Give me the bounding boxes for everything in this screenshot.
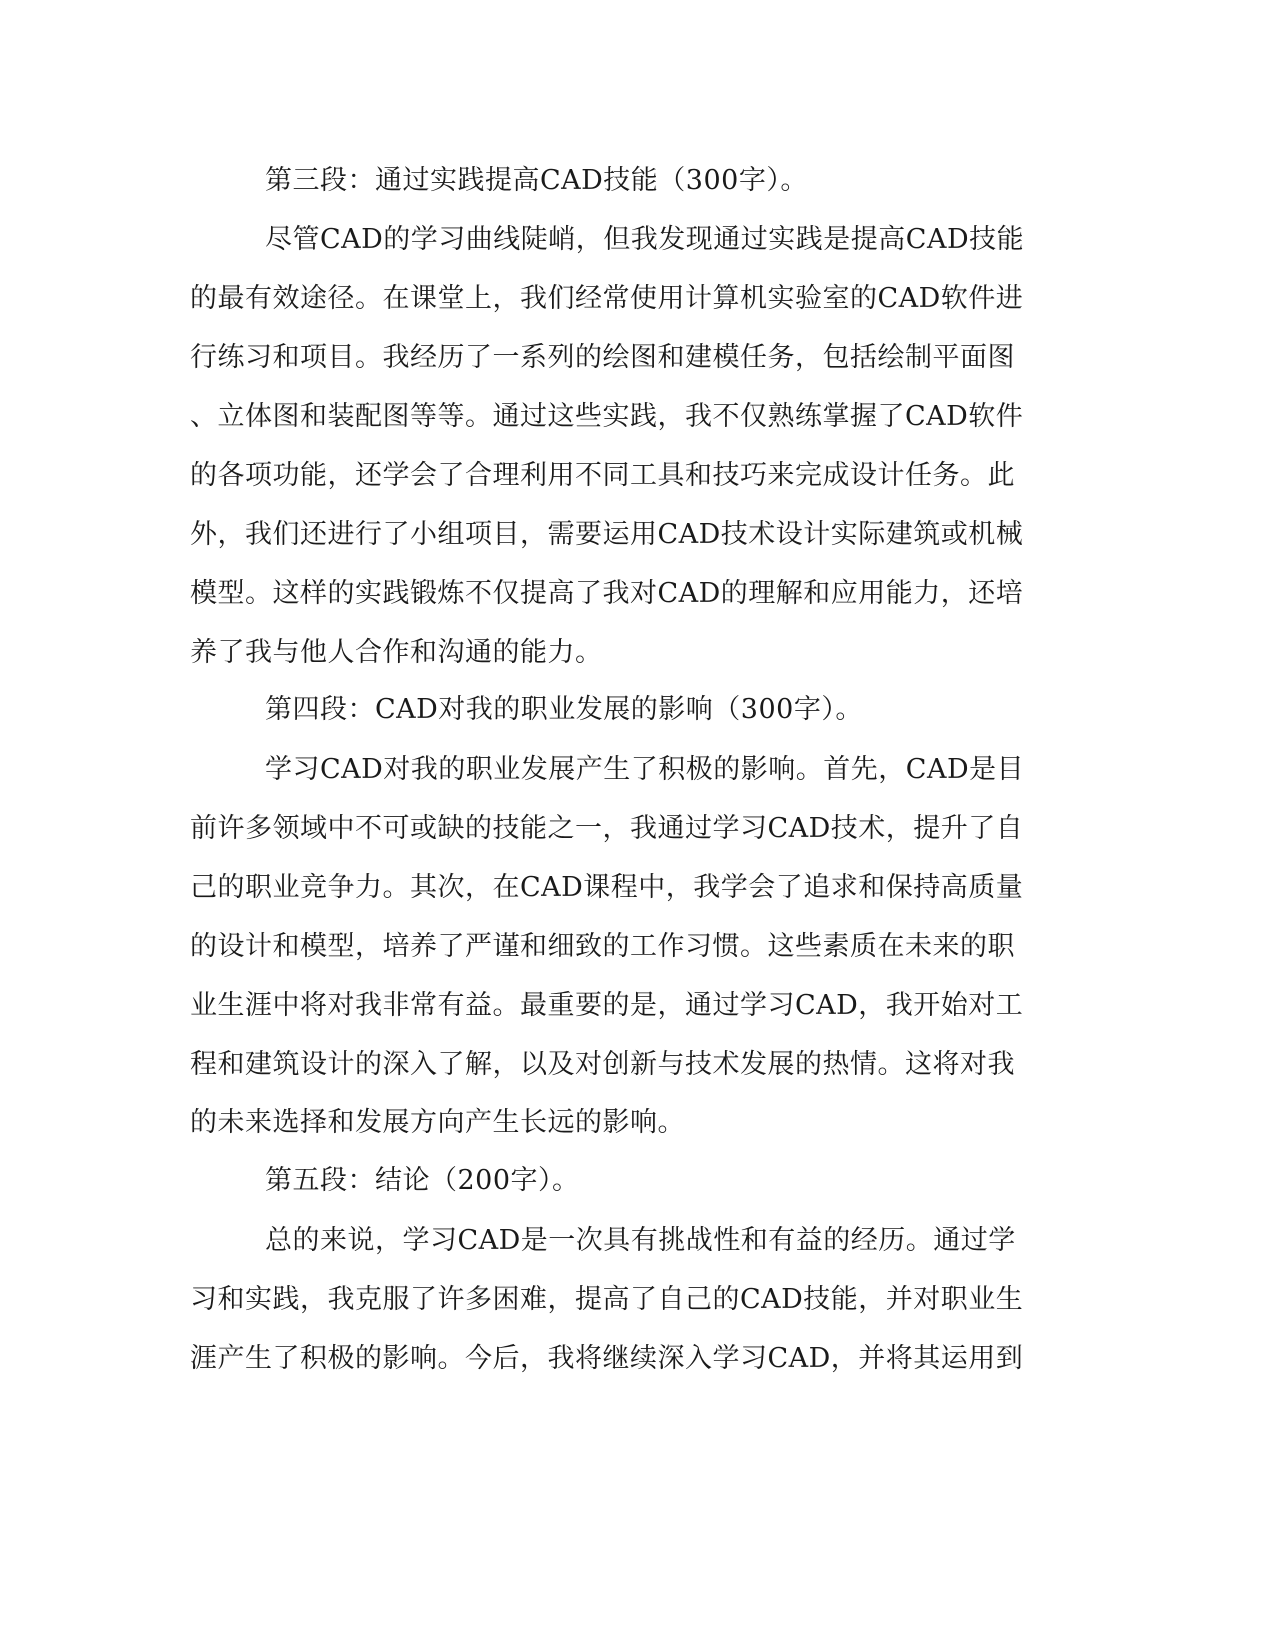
paragraph-line: 程和建筑设计的深入了解，以及对创新与技术发展的热情。这将对我 xyxy=(190,1049,1015,1080)
paragraph-line: 养了我与他人合作和沟通的能力。 xyxy=(190,637,603,668)
paragraph-line: 涯产生了积极的影响。今后，我将继续深入学习CAD，并将其运用到 xyxy=(190,1343,1024,1374)
paragraph-line: 总的来说，学习CAD是一次具有挑战性和有益的经历。通过学 xyxy=(265,1225,1016,1256)
section-heading-3: 第三段：通过实践提高CAD技能（300字）。 xyxy=(265,165,808,196)
paragraph-line: 习和实践，我克服了许多困难，提高了自己的CAD技能，并对职业生 xyxy=(190,1284,1024,1315)
paragraph-line: 的设计和模型，培养了严谨和细致的工作习惯。这些素质在未来的职 xyxy=(190,931,1015,962)
paragraph-line: 、立体图和装配图等等。通过这些实践，我不仅熟练掌握了CAD软件 xyxy=(190,401,1024,432)
paragraph-line: 外，我们还进行了小组项目，需要运用CAD技术设计实际建筑或机械 xyxy=(190,519,1024,550)
paragraph-line: 的最有效途径。在课堂上，我们经常使用计算机实验室的CAD软件进 xyxy=(190,283,1024,314)
paragraph-line: 的未来选择和发展方向产生长远的影响。 xyxy=(190,1107,685,1138)
section-heading-5: 第五段：结论（200字）。 xyxy=(265,1165,580,1196)
paragraph-line: 前许多领域中不可或缺的技能之一，我通过学习CAD技术，提升了自 xyxy=(190,813,1024,844)
paragraph-line: 业生涯中将对我非常有益。最重要的是，通过学习CAD，我开始对工 xyxy=(190,990,1024,1021)
section-heading-4: 第四段：CAD对我的职业发展的影响（300字）。 xyxy=(265,694,863,725)
paragraph-line: 己的职业竞争力。其次，在CAD课程中，我学会了追求和保持高质量 xyxy=(190,872,1024,903)
paragraph-line: 模型。这样的实践锻炼不仅提高了我对CAD的理解和应用能力，还培 xyxy=(190,578,1024,609)
paragraph-line: 学习CAD对我的职业发展产生了积极的影响。首先，CAD是目 xyxy=(265,754,1025,785)
paragraph-line: 尽管CAD的学习曲线陡峭，但我发现通过实践是提高CAD技能 xyxy=(265,224,1025,255)
paragraph-line: 行练习和项目。我经历了一系列的绘图和建模任务，包括绘制平面图 xyxy=(190,342,1015,373)
paragraph-line: 的各项功能，还学会了合理利用不同工具和技巧来完成设计任务。此 xyxy=(190,460,1015,491)
